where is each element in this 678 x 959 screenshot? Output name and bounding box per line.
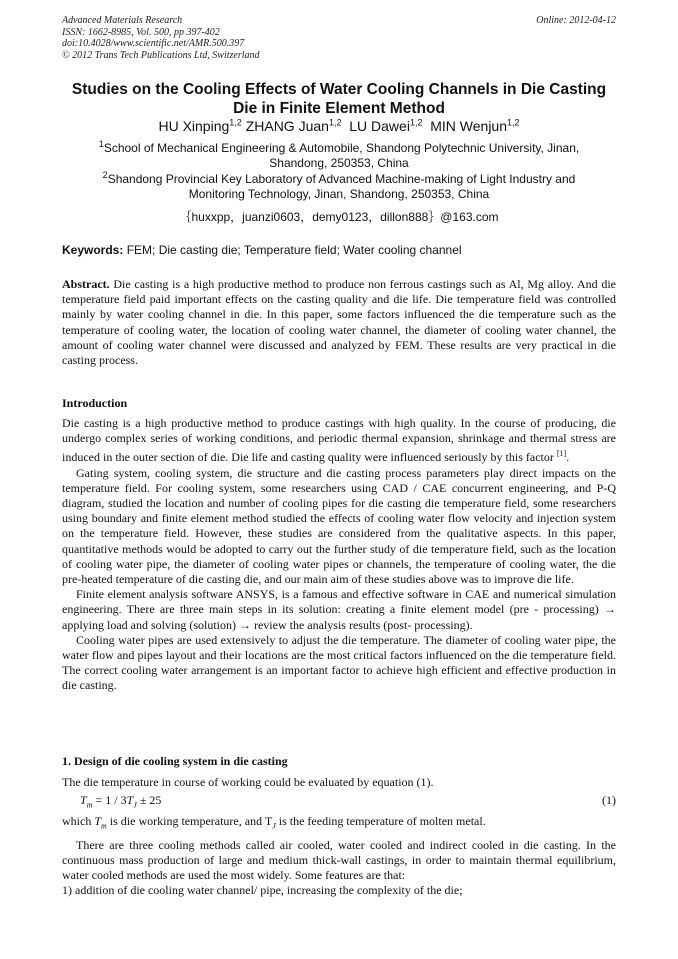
section-1-heading: 1. Design of die cooling system in die casting xyxy=(62,754,288,768)
title-line-1: Studies on the Cooling Effects of Water Cooling Channels in Die Casting xyxy=(71,81,607,98)
author-emails: ｛huxxpp，juanzi0603，demy0123，dillon888｝@163.com xyxy=(179,210,499,224)
author-affiliation: 1,2 xyxy=(507,117,520,128)
paper-title xyxy=(40,80,638,118)
eq-subscript: m xyxy=(86,800,93,810)
paragraph: Gating system, cooling system, die structure and die casting process parameters play direct impacts on the temperature field. For cooling system, some researchers using CAD / CAE concurrent engineering, and P-Q diagram, studied the location and number of cooling pipes for die casting die temperature field, some researchers using boundary and finite element method studied the effects of cooling water flow velocity and injection system on the temperature field. However, these studies are considered from the qualitative aspects. In this paper, quantitative methods would be adopted to carry out the further study of die temperature field, such as the location of cooling water pipe, the diameter of cooling water pipes or channels, the temperature of cooling water, the die pre-heated temperature of die casting die, and our main aim of these studies above was to improve die life. xyxy=(62,465,616,587)
affiliation-2 xyxy=(62,172,616,202)
eq-symbol: T xyxy=(126,793,134,807)
paragraph: Finite element analysis software ANSYS, is a famous and effective software in CAE and numerical simulation engineering. There are three main steps in its solution: creating a finite element model (pre - processing) → applying load and solving (solution) → review the analysis results (post- processing). xyxy=(62,587,616,632)
paragraph-text: Die casting is a high productive method to produce castings with high quality. In the course of producing, die undergo complex series of working conditions, and periodic thermal expansion, shrinkage and thermal stress are induced in the outer section of die. Die life and casting quality were influenced seriously by this factor xyxy=(62,416,616,465)
paragraph: There are three cooling methods called air cooled, water cooled and indirect cooled in die casting. In the continuous mass production of large and medium thick-wall castings, in order to maintain thermal equilibrium, water cooled methods are used the most widely. Some features are that: xyxy=(62,837,616,882)
eq-subscript: J xyxy=(272,821,276,831)
paragraph: Cooling water pipes are used extensively to adjust the die temperature. The diameter of cooling water pipe, the water flow and pipes layout and their locations are the most critical factors influenced on the die temperature field. The correct cooling water arrangement is an important factor to achieve high efficient and effective production in die casting. xyxy=(62,632,616,693)
paragraph xyxy=(62,416,616,466)
affiliation-number: 1 xyxy=(98,139,104,149)
author: LU Dawei xyxy=(349,118,410,134)
paragraph-end: . xyxy=(566,450,570,465)
eq-operator: = 1 / 3 xyxy=(92,793,127,807)
keywords-text: FEM; Die casting die; Temperature field; Water cooling channel xyxy=(126,243,462,257)
title-line-2: Die in Finite Element Method xyxy=(233,100,445,117)
copyright-line: © 2012 Trans Tech Publications Ltd, Switzerland xyxy=(62,49,260,61)
equation-formula xyxy=(80,793,161,809)
affiliation-line: School of Mechanical Engineering & Automobile, Shandong Polytechnic University, Jinan, xyxy=(103,141,580,155)
paragraph-text: is the feeding temperature of molten metal. xyxy=(275,814,486,828)
affiliation-line: Shandong Provincial Key Laboratory of Advanced Machine-making of Light Industry and xyxy=(107,172,576,186)
online-date: Online: 2012-04-12 xyxy=(536,15,616,26)
journal-header xyxy=(62,15,260,61)
affiliation-line: Shandong, 250353, China xyxy=(269,156,409,170)
abstract-label: Abstract. xyxy=(62,277,110,291)
paragraph-text: which xyxy=(62,814,95,828)
author: ZHANG Juan xyxy=(245,118,329,134)
abstract-text: Die casting is a high productive method to produce non ferrous castings such as Al, Mg alloy. And die temperature field paid important effects on the casting quality and die life. Die temperature field was controlled mainly by water cooling channel in die. In this paper, some factors influenced the die temperature such as the temperature of cooling water, the location of cooling water channel, the diameter of cooling water channel, the amount of cooling water channel were discussed and analyzed by FEM. These results are very practical in die casting process. xyxy=(62,277,617,368)
paragraph xyxy=(62,814,616,834)
author-list xyxy=(40,117,638,135)
author-affiliation: 1,2 xyxy=(409,117,423,128)
keywords xyxy=(62,243,462,257)
citation-ref: [1] xyxy=(556,449,567,459)
section-1-body xyxy=(62,814,616,898)
doi-line: doi:10.4028/www.scientific.net/AMR.500.397 xyxy=(62,38,245,49)
author-affiliation: 1,2 xyxy=(328,117,342,128)
introduction-heading: Introduction xyxy=(62,396,128,410)
affiliation-1 xyxy=(62,141,616,171)
keywords-label: Keywords: xyxy=(62,243,124,257)
journal-name: Advanced Materials Research xyxy=(62,15,183,26)
eq-symbol: T xyxy=(94,814,102,828)
eq-subscript: m xyxy=(101,821,107,831)
paragraph-text: is die working temperature, and T xyxy=(106,814,273,828)
abstract xyxy=(62,277,616,368)
equation-1 xyxy=(62,793,616,809)
equation-number: (1) xyxy=(602,793,616,807)
author: MIN Wenjun xyxy=(430,118,508,134)
list-item: 1) addition of die cooling water channel/ pipe, increasing the complexity of the die; xyxy=(62,883,463,898)
affiliation-line: Monitoring Technology, Jinan, Shandong, 250353, China xyxy=(188,187,490,201)
eq-symbol: T xyxy=(80,793,87,807)
affiliation-number: 2 xyxy=(102,170,108,180)
author: HU Xinping xyxy=(158,118,230,134)
eq-subscript: J xyxy=(133,800,137,810)
author-affiliation: 1,2 xyxy=(229,117,242,128)
introduction-body xyxy=(62,416,616,694)
issn-line: ISSN: 1662-8985, Vol. 500, pp 397-402 xyxy=(62,26,220,38)
section-1-intro: The die temperature in course of working could be evaluated by equation (1). xyxy=(62,775,434,789)
eq-operator: ± 25 xyxy=(136,793,162,807)
